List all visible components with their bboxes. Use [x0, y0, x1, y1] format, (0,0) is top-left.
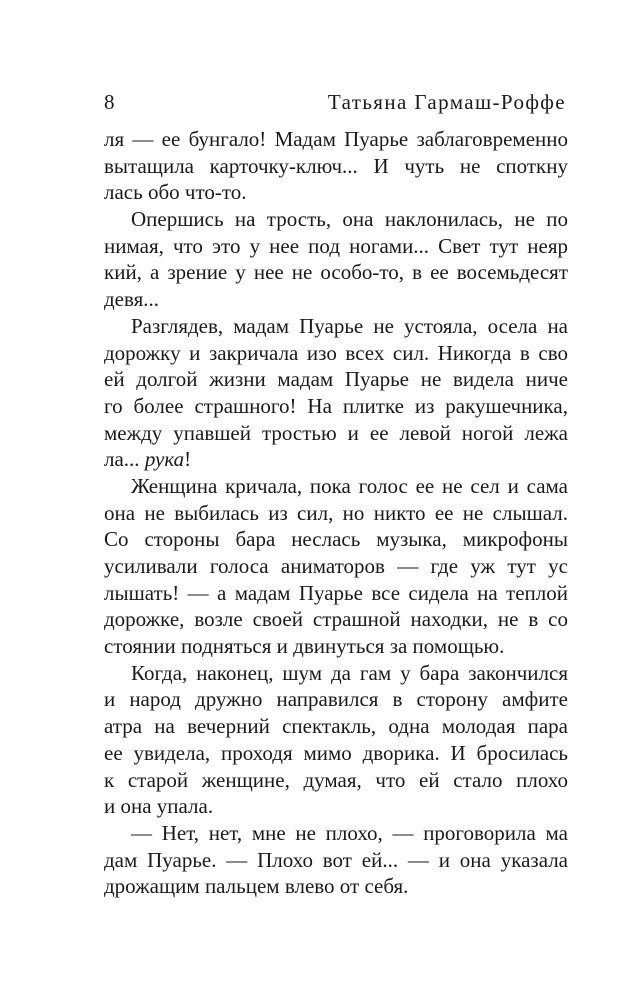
text-line: ля — ее бунгало! Мадам Пуарье заблаговременно — [104, 127, 568, 151]
body-text — [104, 126, 568, 900]
text-line: она не выбилась из сил, но никто ее не слышал. — [104, 500, 568, 525]
text-line: вытащила карточку-ключ... И чуть не споткну — [104, 153, 568, 178]
text-line: между упавшей тростью и ее левой ногой лежа — [104, 420, 568, 445]
page-number: 8 — [104, 90, 115, 114]
text-line: Со стороны бара неслась музыка, микрофоны — [104, 527, 568, 552]
text-line: лась обо что-то. — [104, 180, 247, 205]
text-line: дрожащим пальцем влево от себя. — [104, 874, 409, 899]
text-line: стоянии подняться и двинуться за помощью. — [104, 634, 505, 659]
text-line: кий, а зрение у нее не особо-то, в ее восемьдесят — [104, 260, 568, 285]
text-line: лышать! — а мадам Пуарье все сидела на теплой — [104, 580, 568, 605]
text-line: атра на вечерний спектакль, одна молодая пара — [104, 714, 568, 739]
text-line: дорожку и закричала изо всех сил. Никогда в сво — [104, 340, 568, 365]
text-line: усиливали голоса аниматоров — где уж тут ус — [104, 554, 568, 578]
text-line: ее увидела, проходя мимо дворика. И бросилась — [104, 740, 568, 765]
text-fragment: ла... — [104, 447, 145, 472]
text-line: Опершись на трость, она наклонилась, не по — [131, 207, 568, 232]
text-line: — Нет, нет, мне не плохо, — проговорила ма — [131, 820, 568, 845]
text-line: и она упала. — [104, 794, 214, 819]
text-line — [104, 446, 568, 473]
text-line: ей долгой жизни мадам Пуарье не видела ниче — [104, 367, 568, 392]
text-line: к старой женщине, думая, что ей стало плохо — [104, 767, 568, 792]
text-line: дам Пуарье. — Плохо вот ей... — и она указала — [104, 847, 568, 872]
text-line: го более страшного! На плитке из ракушечника, — [104, 393, 568, 418]
text-line: дорожке, возле своей страшной находки, не в со — [104, 607, 568, 632]
text-fragment: ! — [184, 447, 192, 472]
text-line: Женщина кричала, пока голос ее не сел и сама — [131, 473, 568, 498]
text-line: нимая, что это у нее под ногами... Свет тут неяр — [104, 233, 568, 258]
text-line: Когда, наконец, шум да гам у бара закончился — [131, 660, 568, 685]
text-line: девя... — [104, 287, 160, 312]
text-line: и народ дружно направился в сторону амфите — [104, 687, 568, 712]
text-line: Разглядев, мадам Пуарье не устояла, осела на — [131, 313, 568, 338]
running-header-author: Татьяна Гармаш-Роффе — [327, 90, 566, 114]
italic-word: рука — [144, 447, 185, 472]
